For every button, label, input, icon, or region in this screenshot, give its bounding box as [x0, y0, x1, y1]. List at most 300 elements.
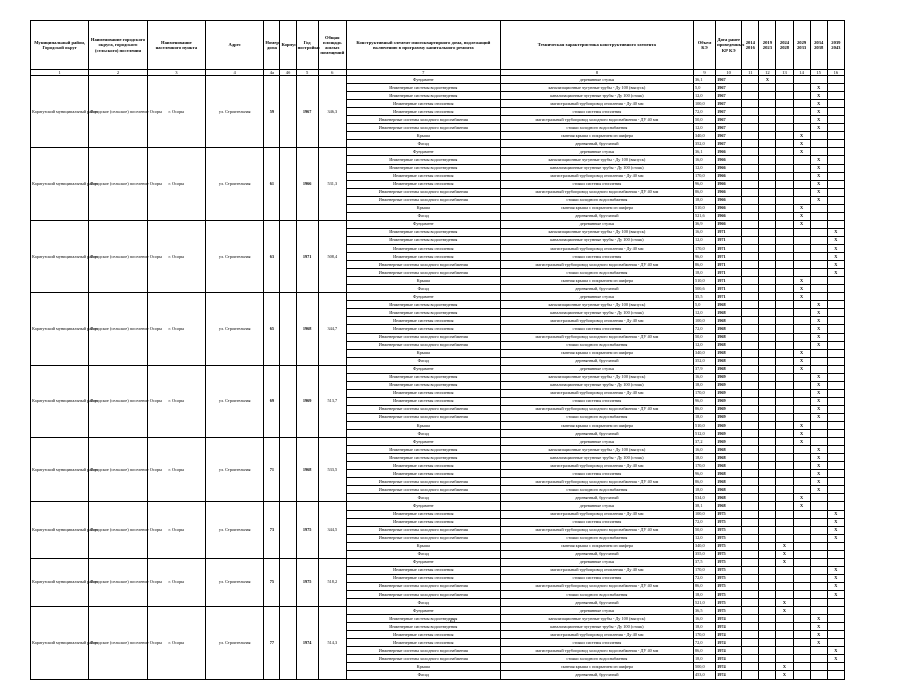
period-cell — [742, 228, 759, 236]
period-cell — [759, 470, 776, 478]
period-cell — [776, 196, 793, 204]
period-cell — [793, 671, 810, 679]
period-cell — [742, 534, 759, 542]
period-cell — [742, 333, 759, 341]
period-cell — [827, 188, 844, 196]
element-name-cell: Инженерные системы холодного водоснабжения — [346, 196, 500, 204]
period-cell — [776, 269, 793, 277]
element-name-cell: Инженерные системы отопления — [346, 566, 500, 574]
element-volume-cell: 36,9 — [693, 220, 715, 228]
period-cell — [742, 574, 759, 582]
period-cell — [742, 220, 759, 228]
period-cell — [827, 100, 844, 108]
element-spec-cell: магистральный трубопровод холодного водоснабжения - ДУ 40 мм — [500, 188, 693, 196]
period-cell — [759, 438, 776, 446]
period-cell — [793, 454, 810, 462]
period-cell — [776, 212, 793, 220]
previous-repair-date-cell: 1969 — [716, 373, 742, 381]
element-name-cell: Фасад — [346, 671, 500, 679]
element-spec-cell: магистральный трубопровод холодного водоснабжения - ДУ 40 мм — [500, 582, 693, 590]
period-cell — [776, 84, 793, 92]
previous-repair-date-cell: 1971 — [716, 236, 742, 244]
period-cell — [742, 236, 759, 244]
period-cell — [742, 502, 759, 510]
element-spec-cell: магистральный трубопровод холодного водоснабжения - ДУ 40 мм — [500, 647, 693, 655]
element-name-cell: Инженерные системы холодного водоснабжения — [346, 333, 500, 341]
column-header: Объем КЭ — [693, 21, 715, 70]
previous-repair-date-cell: 1968 — [716, 349, 742, 357]
period-cell — [776, 92, 793, 100]
district-cell: Каратузский муниципальный район — [31, 148, 89, 220]
element-name-cell: Инженерные системы водоотведения — [346, 381, 500, 389]
previous-repair-date-cell: 1975 — [716, 566, 742, 574]
column-header: 2014 2016 — [742, 21, 759, 70]
element-name-cell: Инженерные системы холодного водоснабжения — [346, 478, 500, 486]
period-cell — [776, 244, 793, 252]
period-cell — [793, 156, 810, 164]
period-cell — [742, 639, 759, 647]
period-cell — [742, 494, 759, 502]
element-name-cell: Инженерные системы водоотведения — [346, 623, 500, 631]
street-cell: ул. Строительная — [206, 148, 264, 220]
previous-repair-date-cell: 1966 — [716, 180, 742, 188]
period-cell — [793, 373, 810, 381]
element-spec-cell: стояки системы отопления — [500, 397, 693, 405]
previous-repair-date-cell: 1966 — [716, 188, 742, 196]
period-cell — [810, 204, 827, 212]
period-cell: Х — [827, 228, 844, 236]
element-name-cell: Инженерные системы холодного водоснабжения — [346, 413, 500, 421]
period-cell — [742, 405, 759, 413]
element-spec-cell: стояки холодного водоснабжения — [500, 534, 693, 542]
district-cell: Каратузский муниципальный район — [31, 502, 89, 558]
period-cell — [810, 277, 827, 285]
period-cell — [759, 639, 776, 647]
period-cell — [827, 639, 844, 647]
element-volume-cell: 12,0 — [693, 164, 715, 172]
period-cell — [810, 212, 827, 220]
period-cell — [810, 534, 827, 542]
period-cell — [742, 188, 759, 196]
period-cell — [776, 277, 793, 285]
period-cell — [776, 438, 793, 446]
period-cell — [759, 285, 776, 293]
settlement-cell: Городское (сельское) поселение Осоры — [89, 502, 147, 558]
period-cell — [827, 599, 844, 607]
element-name-cell: Инженерные системы холодного водоснабжения — [346, 526, 500, 534]
element-name-cell: Крыша — [346, 132, 500, 140]
element-volume-cell: 96,0 — [693, 470, 715, 478]
element-name-cell: Крыша — [346, 542, 500, 550]
element-name-cell: Фасад — [346, 285, 500, 293]
element-name-cell: Фасад — [346, 599, 500, 607]
element-volume-cell: 510,0 — [693, 277, 715, 285]
element-spec-cell: стояки системы отопления — [500, 518, 693, 526]
period-cell: Х — [810, 397, 827, 405]
column-number: 4 — [206, 70, 264, 76]
period-cell — [776, 253, 793, 261]
period-cell — [793, 526, 810, 534]
element-spec-cell: скатная крыша с покрытием из шифера — [500, 277, 693, 285]
period-cell: Х — [793, 132, 810, 140]
period-cell — [793, 639, 810, 647]
column-header: 2024 2028 — [776, 21, 793, 70]
element-spec-cell: стояки холодного водоснабжения — [500, 655, 693, 663]
element-name-cell: Инженерные системы водоотведения — [346, 164, 500, 172]
element-spec-cell: скатная крыша с покрытием из шифера — [500, 204, 693, 212]
period-cell — [827, 301, 844, 309]
element-name-cell: Инженерные системы отопления — [346, 389, 500, 397]
period-cell — [810, 293, 827, 301]
period-cell — [793, 478, 810, 486]
street-cell: ул. Строительная — [206, 558, 264, 606]
district-cell: Каратузский муниципальный район — [31, 293, 89, 365]
element-name-cell: Инженерные системы отопления — [346, 397, 500, 405]
table-row — [31, 148, 845, 156]
period-cell — [776, 405, 793, 413]
building-corpus-cell — [280, 365, 296, 437]
element-spec-cell: магистральный трубопровод отопления - Ду 40 мм — [500, 462, 693, 470]
period-cell — [776, 526, 793, 534]
period-cell: Х — [793, 204, 810, 212]
street-cell: ул. Строительная — [206, 502, 264, 558]
period-cell: Х — [810, 180, 827, 188]
period-cell — [776, 574, 793, 582]
period-cell: Х — [810, 124, 827, 132]
period-cell — [810, 132, 827, 140]
period-cell — [810, 430, 827, 438]
period-cell — [742, 285, 759, 293]
period-cell: Х — [827, 244, 844, 252]
previous-repair-date-cell: 1968 — [716, 357, 742, 365]
element-name-cell: Инженерные системы водоотведения — [346, 615, 500, 623]
period-cell — [793, 631, 810, 639]
column-header: Общая площадь жилых помещений — [318, 21, 346, 70]
element-spec-cell: магистральный трубопровод отопления - Ду 40 мм — [500, 566, 693, 574]
period-cell — [810, 647, 827, 655]
period-cell — [759, 389, 776, 397]
previous-repair-date-cell: 1967 — [716, 108, 742, 116]
element-name-cell: Крыша — [346, 663, 500, 671]
period-cell — [759, 212, 776, 220]
element-name-cell: Инженерные системы водоотведения — [346, 156, 500, 164]
period-cell — [827, 607, 844, 615]
period-cell — [776, 132, 793, 140]
period-cell: Х — [793, 422, 810, 430]
settlement-cell: Городское (сельское) поселение Осоры — [89, 438, 147, 502]
element-volume-cell: 340,0 — [693, 132, 715, 140]
element-volume-cell: 18,0 — [693, 486, 715, 494]
previous-repair-date-cell: 1967 — [716, 116, 742, 124]
period-cell — [827, 293, 844, 301]
element-spec-cell: канализационные чугунные трубы - Ду 100 (стояк) — [500, 92, 693, 100]
period-cell — [793, 164, 810, 172]
period-cell — [759, 132, 776, 140]
period-cell — [759, 116, 776, 124]
period-cell — [793, 607, 810, 615]
period-cell — [742, 269, 759, 277]
element-spec-cell: деревянные стулья — [500, 558, 693, 566]
element-volume-cell: 510,0 — [693, 204, 715, 212]
element-volume-cell: 36,1 — [693, 148, 715, 156]
period-cell — [759, 124, 776, 132]
period-cell — [759, 220, 776, 228]
previous-repair-date-cell: 1966 — [716, 196, 742, 204]
period-cell — [776, 534, 793, 542]
house-number-cell: 65 — [264, 293, 280, 365]
period-cell — [759, 148, 776, 156]
period-cell — [759, 647, 776, 655]
build-year-cell: 1975 — [296, 502, 318, 558]
element-volume-cell: 16,0 — [693, 156, 715, 164]
element-volume-cell: 86,0 — [693, 582, 715, 590]
period-cell — [776, 317, 793, 325]
period-cell: Х — [810, 116, 827, 124]
element-spec-cell: канализационные чугунные трубы - Ду 100 (стояк) — [500, 381, 693, 389]
district-cell: Каратузский муниципальный район — [31, 76, 89, 148]
period-cell: Х — [810, 631, 827, 639]
period-cell — [759, 566, 776, 574]
period-cell: Х — [810, 413, 827, 421]
period-cell — [742, 582, 759, 590]
period-cell — [742, 180, 759, 188]
element-name-cell: Инженерные системы отопления — [346, 244, 500, 252]
previous-repair-date-cell: 1968 — [716, 454, 742, 462]
period-cell — [827, 550, 844, 558]
period-cell — [776, 470, 793, 478]
locality-cell: г. Осоры — [147, 220, 205, 292]
previous-repair-date-cell: 1968 — [716, 486, 742, 494]
period-cell — [827, 365, 844, 373]
previous-repair-date-cell: 1967 — [716, 100, 742, 108]
period-cell — [759, 422, 776, 430]
column-number: 15 — [810, 70, 827, 76]
column-header: 2039 2043 — [827, 21, 844, 70]
settlement-cell: Городское (сельское) поселение Осоры — [89, 148, 147, 220]
period-cell: Х — [810, 486, 827, 494]
element-name-cell: Крыша — [346, 277, 500, 285]
element-spec-cell: стояки холодного водоснабжения — [500, 591, 693, 599]
previous-repair-date-cell: 1968 — [716, 446, 742, 454]
period-cell — [793, 591, 810, 599]
element-name-cell: Инженерные системы отопления — [346, 108, 500, 116]
column-number: 1 — [31, 70, 89, 76]
period-cell — [793, 108, 810, 116]
period-cell: Х — [827, 582, 844, 590]
element-volume-cell: 534,0 — [693, 494, 715, 502]
element-spec-cell: деревянные стулья — [500, 293, 693, 301]
element-spec-cell: скатная крыша с покрытием из шифера — [500, 132, 693, 140]
element-spec-cell: стояки системы отопления — [500, 253, 693, 261]
previous-repair-date-cell: 1975 — [716, 591, 742, 599]
previous-repair-date-cell: 1967 — [716, 76, 742, 84]
column-number: 4а — [264, 70, 280, 76]
element-name-cell: Инженерные системы водоотведения — [346, 84, 500, 92]
element-volume-cell: 37,5 — [693, 558, 715, 566]
period-cell — [827, 180, 844, 188]
previous-repair-date-cell: 1968 — [716, 502, 742, 510]
period-cell — [759, 518, 776, 526]
previous-repair-date-cell: 1975 — [716, 526, 742, 534]
column-header: Конструктивный элемент многоквартирного дома, подлежащий включению в программу капитального ремонта — [346, 21, 500, 70]
period-cell — [827, 140, 844, 148]
period-cell — [810, 365, 827, 373]
living-area-cell: 531,3 — [318, 148, 346, 220]
column-header: Корпус — [280, 21, 296, 70]
period-cell — [793, 84, 810, 92]
element-volume-cell: 170,0 — [693, 566, 715, 574]
living-area-cell: 346,3 — [318, 76, 346, 148]
period-cell — [759, 446, 776, 454]
period-cell — [759, 607, 776, 615]
element-spec-cell: магистральный трубопровод холодного водоснабжения - ДУ 40 мм — [500, 478, 693, 486]
period-cell — [810, 422, 827, 430]
period-cell — [759, 574, 776, 582]
period-cell: Х — [810, 164, 827, 172]
period-cell — [810, 542, 827, 550]
period-cell: Х — [810, 156, 827, 164]
previous-repair-date-cell: 1966 — [716, 164, 742, 172]
element-spec-cell: деревянный, брусчатый — [500, 212, 693, 220]
previous-repair-date-cell: 1975 — [716, 558, 742, 566]
period-cell — [793, 647, 810, 655]
element-name-cell: Инженерные системы холодного водоснабжения — [346, 341, 500, 349]
period-cell — [742, 164, 759, 172]
period-cell — [776, 220, 793, 228]
element-name-cell: Инженерные системы холодного водоснабжения — [346, 591, 500, 599]
element-spec-cell: магистральный трубопровод холодного водоснабжения - ДУ 40 мм — [500, 116, 693, 124]
previous-repair-date-cell: 1974 — [716, 615, 742, 623]
period-cell — [810, 518, 827, 526]
period-cell: Х — [810, 317, 827, 325]
element-volume-cell: 18,0 — [693, 623, 715, 631]
build-year-cell: 1968 — [296, 438, 318, 502]
street-cell: ул. Строительная — [206, 607, 264, 679]
period-cell — [810, 269, 827, 277]
previous-repair-date-cell: 1974 — [716, 671, 742, 679]
period-cell — [759, 599, 776, 607]
element-volume-cell: 512,0 — [693, 430, 715, 438]
period-cell — [810, 349, 827, 357]
period-cell — [827, 317, 844, 325]
period-cell: Х — [810, 84, 827, 92]
street-cell: ул. Строительная — [206, 76, 264, 148]
previous-repair-date-cell: 1966 — [716, 220, 742, 228]
period-cell — [759, 486, 776, 494]
period-cell — [827, 309, 844, 317]
element-volume-cell: 72,0 — [693, 639, 715, 647]
element-spec-cell: магистральный трубопровод отопления - Ду 40 мм — [500, 100, 693, 108]
table-row — [31, 76, 845, 84]
element-volume-cell: 38,1 — [693, 502, 715, 510]
period-cell — [827, 349, 844, 357]
element-volume-cell: 500,0 — [693, 663, 715, 671]
period-cell — [776, 422, 793, 430]
element-name-cell: Инженерные системы отопления — [346, 510, 500, 518]
period-cell — [793, 510, 810, 518]
period-cell — [793, 325, 810, 333]
period-cell — [793, 269, 810, 277]
house-number-cell: 61 — [264, 148, 280, 220]
period-cell — [759, 269, 776, 277]
element-name-cell: Фасад — [346, 212, 500, 220]
district-cell: Каратузский муниципальный район — [31, 558, 89, 606]
element-spec-cell: деревянные стулья — [500, 148, 693, 156]
street-cell: ул. Строительная — [206, 438, 264, 502]
period-cell: Х — [827, 647, 844, 655]
element-volume-cell: 12,0 — [693, 341, 715, 349]
element-name-cell: Инженерные системы холодного водоснабжения — [346, 116, 500, 124]
element-volume-cell: 72,0 — [693, 325, 715, 333]
period-cell: Х — [793, 430, 810, 438]
column-number: 2 — [89, 70, 147, 76]
previous-repair-date-cell: 1967 — [716, 140, 742, 148]
locality-cell: г. Осоры — [147, 607, 205, 679]
period-cell — [810, 244, 827, 252]
period-cell — [742, 655, 759, 663]
column-number: 13 — [776, 70, 793, 76]
element-volume-cell: 521,0 — [693, 599, 715, 607]
period-cell: Х — [776, 607, 793, 615]
column-number: 11 — [742, 70, 759, 76]
element-volume-cell: 96,0 — [693, 397, 715, 405]
period-cell: Х — [793, 438, 810, 446]
building-corpus-cell — [280, 220, 296, 292]
period-cell — [810, 510, 827, 518]
living-area-cell: 508,4 — [318, 220, 346, 292]
previous-repair-date-cell: 1968 — [716, 478, 742, 486]
period-cell — [810, 236, 827, 244]
period-cell: Х — [810, 454, 827, 462]
period-cell — [827, 405, 844, 413]
period-cell — [742, 309, 759, 317]
period-cell — [776, 261, 793, 269]
previous-repair-date-cell: 1966 — [716, 212, 742, 220]
element-spec-cell: стояки системы отопления — [500, 639, 693, 647]
period-cell — [776, 413, 793, 421]
previous-repair-date-cell: 1974 — [716, 639, 742, 647]
element-volume-cell: 100,0 — [693, 100, 715, 108]
period-cell — [759, 357, 776, 365]
house-number-cell: 69 — [264, 365, 280, 437]
period-cell: Х — [827, 269, 844, 277]
period-cell: Х — [810, 108, 827, 116]
period-cell — [793, 518, 810, 526]
period-cell — [742, 341, 759, 349]
element-volume-cell: 86,0 — [693, 405, 715, 413]
period-cell — [742, 253, 759, 261]
element-name-cell: Инженерные системы отопления — [346, 172, 500, 180]
period-cell — [742, 349, 759, 357]
period-cell — [810, 438, 827, 446]
period-cell: Х — [827, 526, 844, 534]
period-cell — [776, 446, 793, 454]
element-volume-cell: 16,0 — [693, 615, 715, 623]
period-cell — [810, 140, 827, 148]
period-cell — [742, 196, 759, 204]
period-cell — [793, 655, 810, 663]
period-cell — [810, 550, 827, 558]
element-name-cell: Инженерные системы водоотведения — [346, 236, 500, 244]
element-spec-cell: деревянный, брусчатый — [500, 550, 693, 558]
period-cell: Х — [793, 357, 810, 365]
element-name-cell: Инженерные системы водоотведения — [346, 228, 500, 236]
element-name-cell: Фундамент — [346, 220, 500, 228]
period-cell — [742, 430, 759, 438]
locality-cell: г. Осоры — [147, 148, 205, 220]
previous-repair-date-cell: 1971 — [716, 244, 742, 252]
period-cell — [759, 381, 776, 389]
